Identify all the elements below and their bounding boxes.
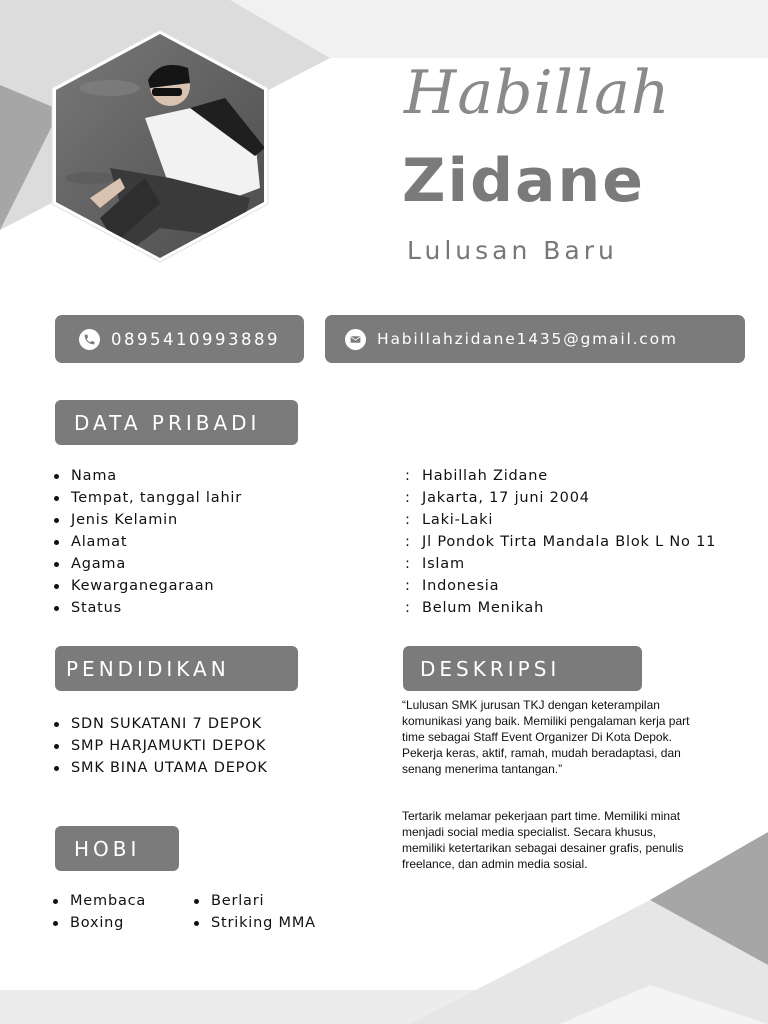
list-item: Striking MMA	[194, 912, 316, 934]
label-address: Alamat	[54, 531, 242, 553]
list-item: SMP HARJAMUKTI DEPOK	[54, 735, 268, 757]
value-religion: Islam	[422, 556, 465, 572]
phone-icon	[79, 329, 100, 350]
list-item: Berlari	[194, 890, 316, 912]
label-name: Nama	[54, 465, 242, 487]
list-item: SDN SUKATANI 7 DEPOK	[54, 713, 268, 735]
education-list	[54, 713, 268, 779]
label-religion: Agama	[54, 553, 242, 575]
list-item: Boxing	[53, 912, 146, 934]
value-citizenship: Indonesia	[422, 578, 500, 594]
phone-number: 0895410993889	[111, 329, 280, 349]
label-citizenship: Kewarganegaraan	[54, 575, 242, 597]
list-item: SMK BINA UTAMA DEPOK	[54, 757, 268, 779]
phone-contact[interactable]	[55, 315, 304, 363]
label-gender: Jenis Kelamin	[54, 509, 242, 531]
label-status: Status	[54, 597, 242, 619]
profile-photo	[50, 28, 270, 264]
hobby-list-left	[53, 890, 146, 934]
section-education: PENDIDIKAN	[55, 646, 298, 691]
personal-labels	[54, 465, 242, 619]
value-birth: Jakarta, 17 juni 2004	[422, 490, 590, 506]
section-personal-data: DATA PRIBADI	[55, 400, 298, 445]
section-hobby: HOBI	[55, 826, 179, 871]
value-row: : Indonesia	[405, 578, 500, 594]
email-address: Habillahzidane1435@gmail.com	[377, 330, 678, 348]
description-paragraph-2: Tertarik melamar pekerjaan part time. Memiliki minat menjadi social media specialist. Secara khusus, memiliki ketertarikan sebagai desainer grafis, penulis freelance, dan admin media sosial.	[402, 809, 684, 871]
first-name: Habillah	[404, 58, 671, 128]
value-row: : Jakarta, 17 juni 2004	[405, 490, 590, 506]
value-gender: Laki-Laki	[422, 512, 494, 528]
section-description: DESKRIPSI	[403, 646, 642, 691]
value-row: : Belum Menikah	[405, 600, 545, 616]
personal-values	[405, 465, 716, 619]
value-row: : Habillah Zidane	[405, 468, 548, 484]
value-row: : Laki-Laki	[405, 512, 494, 528]
value-status: Belum Menikah	[422, 600, 545, 616]
value-row: : Jl Pondok Tirta Mandala Blok L No 11	[405, 534, 717, 550]
value-address: Jl Pondok Tirta Mandala Blok L No 11	[422, 534, 717, 550]
last-name: Zidane	[402, 146, 645, 216]
value-row: : Islam	[405, 556, 465, 572]
email-contact[interactable]	[325, 315, 745, 363]
job-title: Lulusan Baru	[407, 236, 618, 265]
hobby-list-right	[194, 890, 316, 934]
label-birth: Tempat, tanggal lahir	[54, 487, 242, 509]
description-paragraph-1: “Lulusan SMK jurusan TKJ dengan keterampilan komunikasi yang baik. Memiliki pengalaman kerja part time sebagai Staff Event Organizer Di Kota Depok. Pekerja keras, aktif, ramah, mudah beradaptasi, dan senang menerima tantangan.”	[402, 698, 690, 776]
value-name: Habillah Zidane	[422, 468, 548, 484]
list-item: Membaca	[53, 890, 146, 912]
mail-icon	[345, 329, 366, 350]
